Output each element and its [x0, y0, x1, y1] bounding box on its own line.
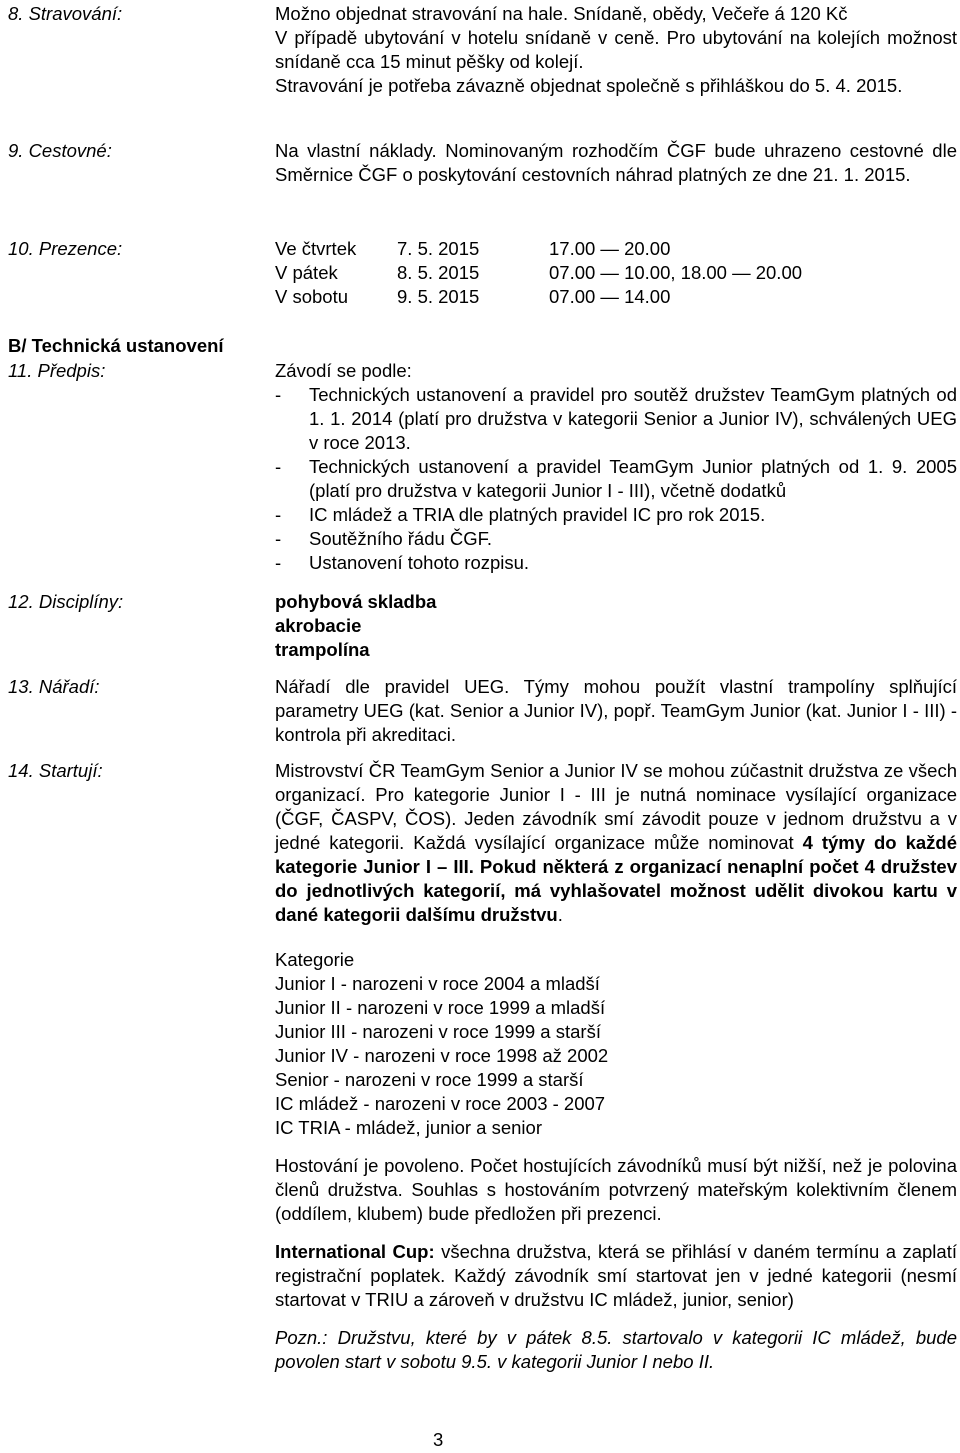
list-item: - Soutěžního řádu ČGF. — [275, 528, 493, 549]
category-item: Junior III - narozeni v roce 1999 a starší — [275, 1021, 601, 1042]
category-item: Junior IV - narozeni v roce 1998 až 2002 — [275, 1045, 609, 1066]
category-item: Senior - narozeni v roce 1999 a starší — [275, 1069, 584, 1090]
section-8-content — [275, 2, 957, 98]
section-b-heading: B/ Technická ustanovení — [8, 335, 224, 356]
section-11-intro: Závodí se podle: — [275, 360, 412, 381]
section-9-content — [275, 139, 957, 187]
section-11-content — [275, 359, 957, 575]
note-paragraph: Pozn.: Družstvu, které by v pátek 8.5. startovalo v kategorii IC mládež, bude povolen start v sobotu 9.5. v kategorii Junior I nebo II. — [275, 1327, 957, 1372]
category-item: IC TRIA - mládež, junior a senior — [275, 1117, 542, 1138]
schedule-time: 07.00 — 10.00, 18.00 — 20.00 — [549, 262, 803, 283]
schedule-time: 07.00 — 14.00 — [549, 286, 671, 307]
section-14-content — [275, 759, 957, 1374]
category-title: Kategorie — [275, 949, 355, 970]
presence-schedule — [275, 237, 802, 309]
schedule-day: V sobotu — [275, 286, 349, 307]
page-number: 3 — [433, 1429, 444, 1450]
schedule-date: 9. 5. 2015 — [397, 286, 480, 307]
list-item: - Technických ustanovení a pravidel TeamGym Junior platných od 1. 9. 2005 (platí pro družstva v kategorii Junior I - III), včetně dodatků — [275, 456, 957, 501]
category-item: Junior II - narozeni v roce 1999 a mladší — [275, 997, 606, 1018]
schedule-row — [275, 261, 802, 285]
discipline-item: trampolína — [275, 639, 370, 660]
section-10-label: 10. Prezence: — [8, 238, 123, 259]
discipline-item: pohybová skladba — [275, 591, 437, 612]
schedule-day: Ve čtvrtek — [275, 238, 357, 259]
section-13-content — [275, 675, 957, 747]
hosting-paragraph: Hostování je povoleno. Počet hostujících závodníků musí být nižší, než je polovina členů družstva. Souhlas s hostováním potvrzený mateřským kolektivním členem (oddílem, klubem) bude předložen při prezenci. — [275, 1155, 957, 1224]
section-9-text: Na vlastní náklady. Nominovaným rozhodčím ČGF bude uhrazeno cestovné dle Směrnice ČGF o poskytování cestovních náhrad platných ze dne 21. 1. 2015. — [275, 140, 957, 185]
list-item: - IC mládež a TRIA dle platných pravidel IC pro rok 2015. — [275, 504, 766, 525]
schedule-date: 8. 5. 2015 — [397, 262, 480, 283]
schedule-time: 17.00 — 20.00 — [549, 238, 671, 259]
schedule-day: V pátek — [275, 262, 338, 283]
section-14-paragraph: Mistrovství ČR TeamGym Senior a Junior IV se mohou zúčastnit družstva ze všech organizací. Pro kategorie Junior I - III je nutná nominace vysílající organizace (ČGF, ČASPV, ČOS). Jeden závodník smí závodit pouze v jednom družstvu a v jedné kategorii. Každá vysílající organizace může nominovat 4 týmy do každé kategorie Junior I – III. Pokud některá z organizací nenaplní počet 4 družstev do jednotlivých kategorií, má vyhlašovatel možnost udělit divokou kartu v dané kategorii dalšímu družstvu. — [275, 760, 957, 925]
section-8-line-3: Stravování je potřeba závazně objednat společně s přihláškou do 5. 4. 2015. — [275, 75, 903, 96]
schedule-row — [275, 237, 802, 261]
section-9-label: 9. Cestovné: — [8, 140, 112, 161]
list-item: - Technických ustanovení a pravidel pro soutěž družstev TeamGym platných od 1. 1. 2014 (platí pro družstva v kategorii Senior a Junior IV), schválených UEG v roce 2013. — [275, 384, 957, 453]
section-13-label: 13. Nářadí: — [8, 676, 100, 697]
international-cup-paragraph: International Cup: všechna družstva, která se přihlásí v daném termínu a zaplatí registrační poplatek. Každý závodník smí startovat jen v jedné kategorii (nesmí startovat v TRIU a zároveň v družstvu IC mládež, junior, senior) — [275, 1241, 957, 1310]
section-13-text: Nářadí dle pravidel UEG. Týmy mohou použít vlastní trampolíny splňující parametry UEG (kat. Senior a Junior IV), popř. TeamGym Junior (kat. Junior I - III) - kontrola při akreditaci. — [275, 676, 957, 745]
list-item: - Ustanovení tohoto rozpisu. — [275, 552, 530, 573]
section-14-label: 14. Startují: — [8, 760, 103, 781]
discipline-item: akrobacie — [275, 615, 362, 636]
regulation-list — [275, 383, 957, 575]
section-12-content — [275, 590, 957, 662]
section-11-label: 11. Předpis: — [8, 360, 106, 381]
category-item: IC mládež - narozeni v roce 2003 - 2007 — [275, 1093, 606, 1114]
schedule-row — [275, 285, 802, 309]
schedule-date: 7. 5. 2015 — [397, 238, 480, 259]
section-12-label: 12. Disciplíny: — [8, 591, 124, 612]
section-8-line-2: V případě ubytování v hotelu snídaně v ceně. Pro ubytování na kolejích možnost snídaně cca 15 minut pěšky od kolejí. — [275, 27, 957, 72]
section-8-label: 8. Stravování: — [8, 3, 123, 24]
section-10-content — [275, 237, 957, 309]
category-item: Junior I - narozeni v roce 2004 a mladší — [275, 973, 600, 994]
section-8-line-1: Možno objednat stravování na hale. Snídaně, obědy, Večeře á 120 Kč — [275, 3, 848, 24]
